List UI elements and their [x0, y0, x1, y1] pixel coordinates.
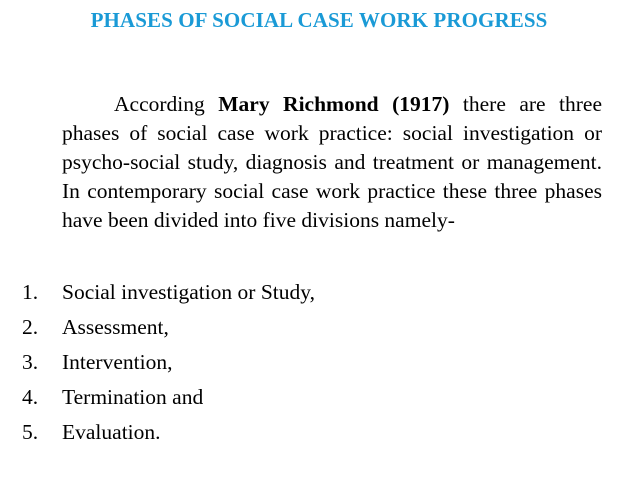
list-item-number: 3.	[22, 350, 39, 374]
list-item	[22, 383, 315, 412]
list-item-number: 1.	[22, 280, 39, 304]
list-item-number: 4.	[22, 385, 39, 409]
paragraph-author: Mary Richmond (1917)	[218, 92, 450, 116]
list-item-text: Social investigation or Study,	[62, 280, 316, 304]
list-item-text: Intervention,	[62, 350, 173, 374]
list-item	[22, 313, 315, 342]
list-item	[22, 418, 315, 447]
paragraph-lead: According	[114, 92, 205, 116]
list-item-text: Termination and	[62, 385, 204, 409]
list-item-number: 5.	[22, 420, 39, 444]
list-item-number: 2.	[22, 315, 39, 339]
list-item	[22, 278, 315, 307]
list-item-text: Assessment,	[62, 315, 169, 339]
intro-paragraph	[62, 90, 602, 235]
list-item-text: Evaluation.	[62, 420, 161, 444]
list-item	[22, 348, 315, 377]
phases-list	[22, 278, 315, 453]
slide-title: PHASES OF SOCIAL CASE WORK PROGRESS	[90, 8, 548, 32]
paragraph-body: there are three phases of social case work practice: social investigation or psycho-social study, diagnosis and treatment or management. In contemporary social case work practice these three phases have been divided into five divisions namely-	[62, 92, 603, 232]
